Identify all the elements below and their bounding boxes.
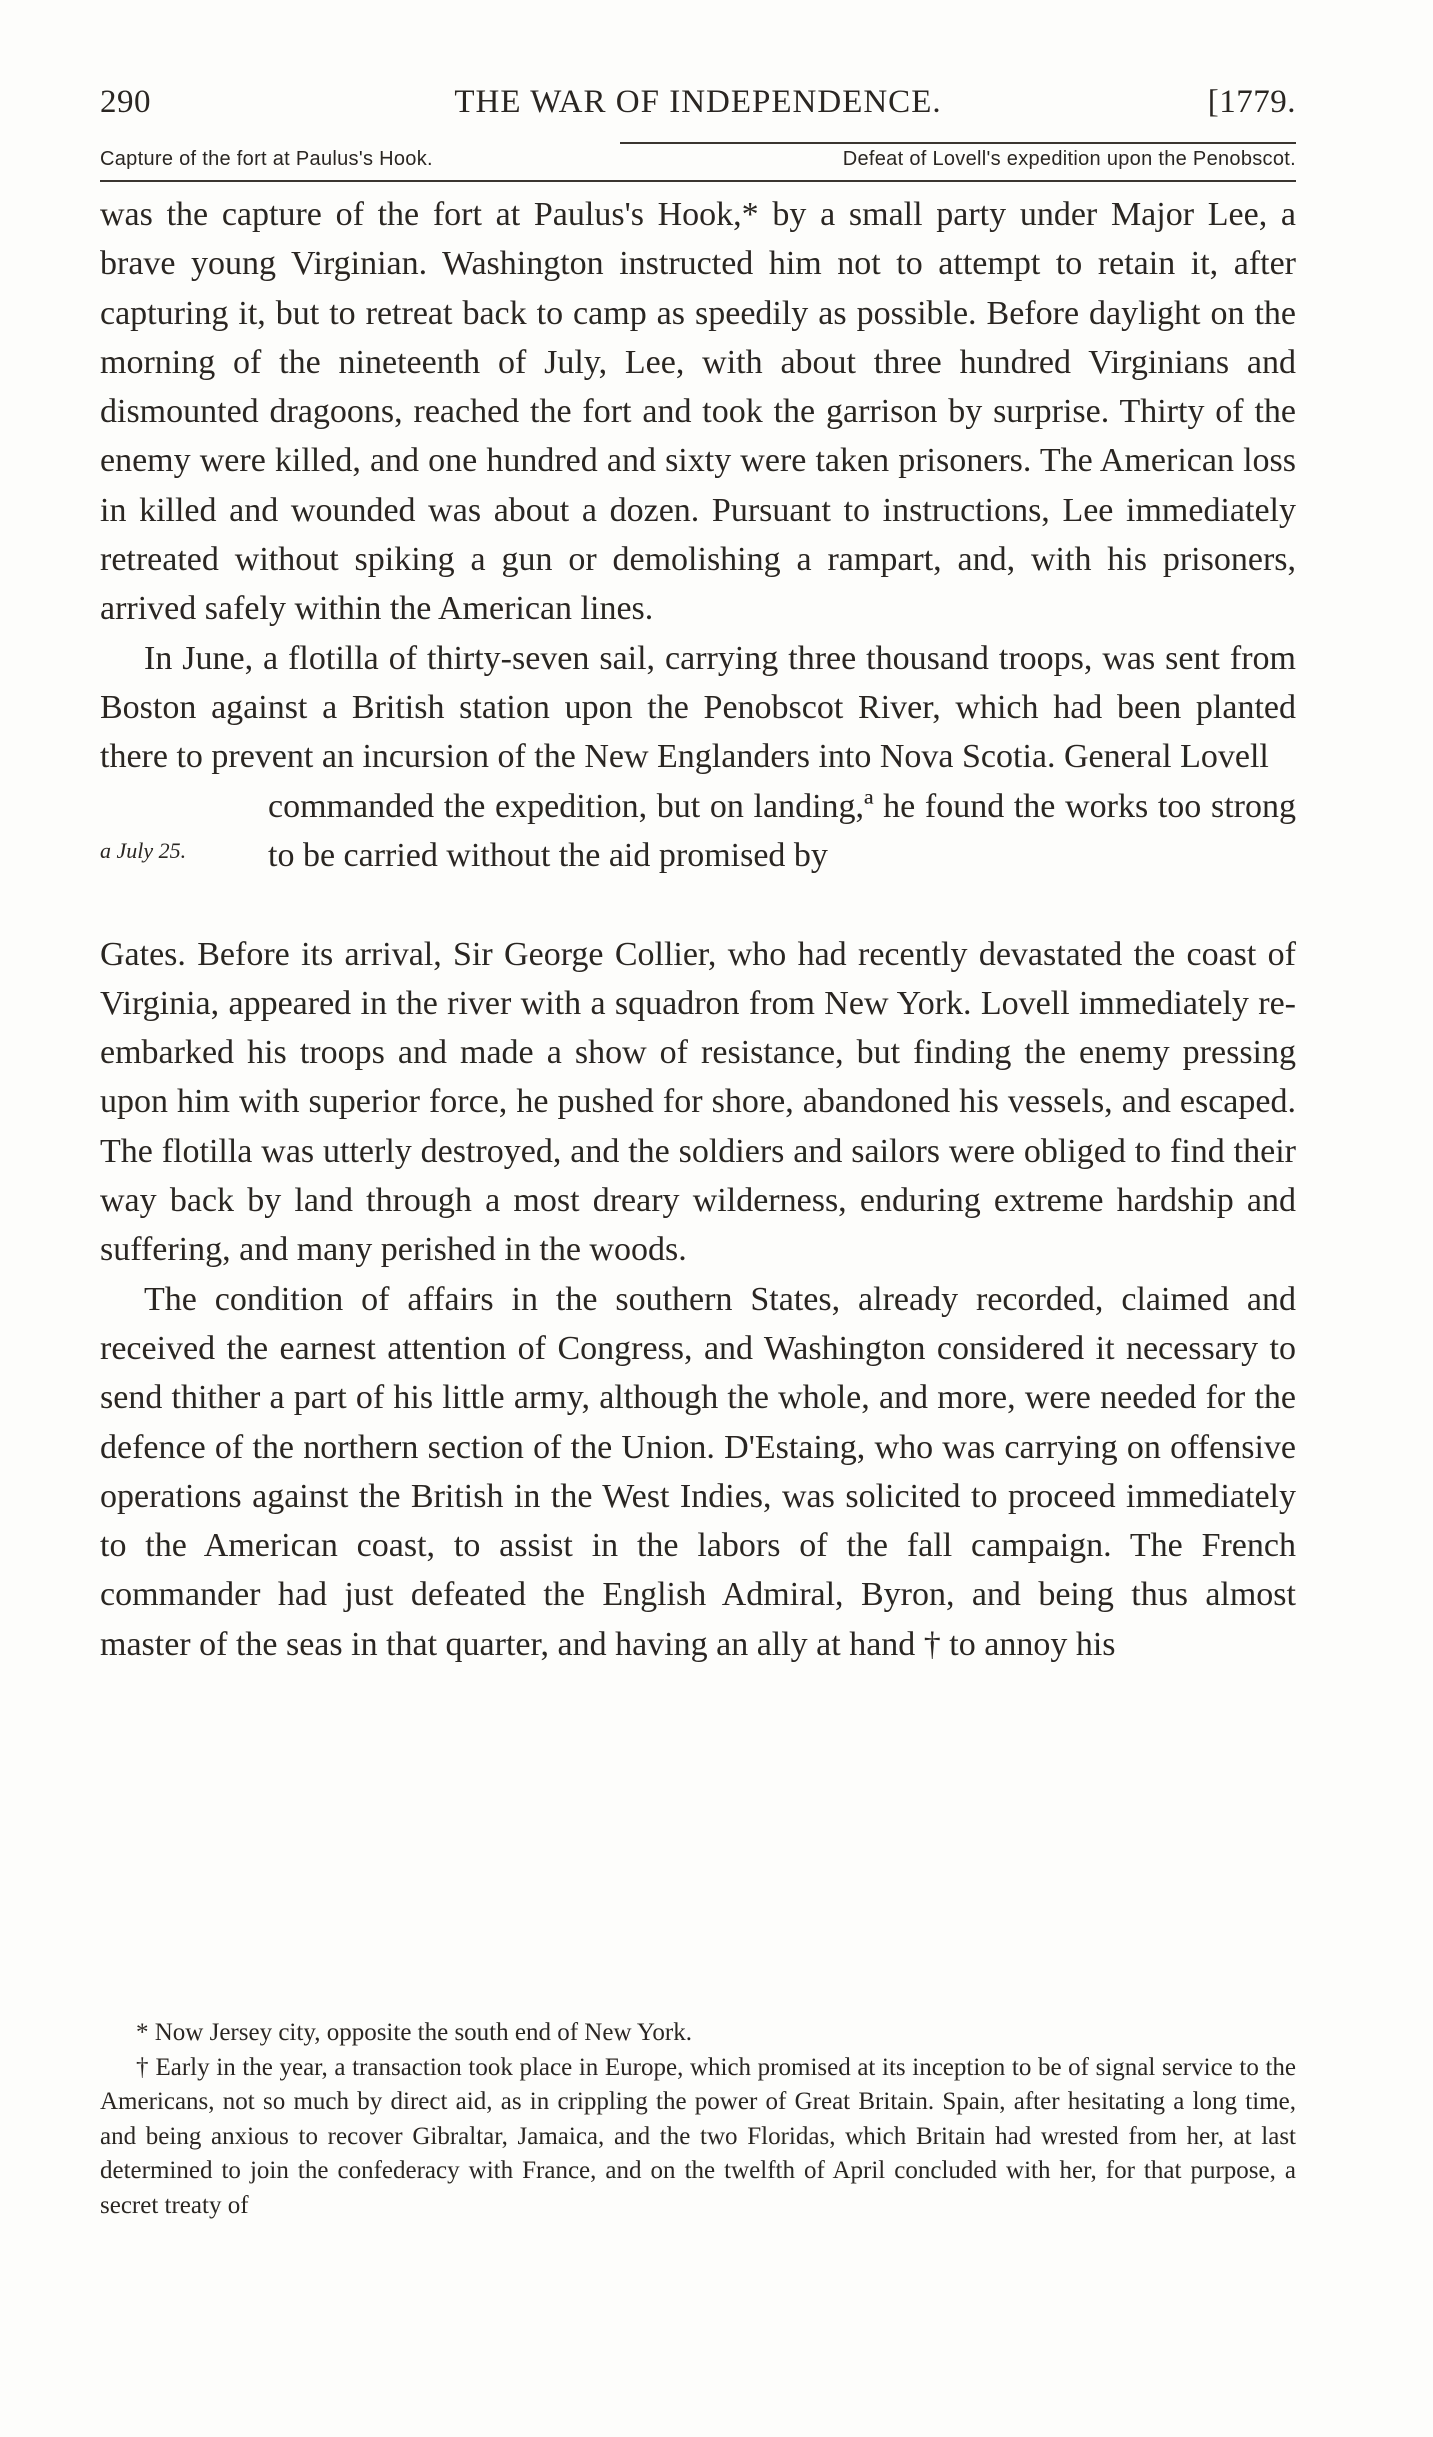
- footnote-1: * Now Jersey city, opposite the south end of New York.: [136, 2019, 692, 2046]
- paragraph-2-inset: commanded the expedition, but on landing,ª he found the works too strong to be carried without the aid promised by: [268, 787, 1296, 874]
- shoulder-note-right: Defeat of Lovell's expedition upon the Penobscot.: [842, 148, 1296, 170]
- margin-note: a July 25.: [100, 837, 187, 863]
- shoulder-note-left: Capture of the fort at Paulus's Hook.: [100, 148, 433, 170]
- side-note-block: [100, 782, 1296, 930]
- body-text: [100, 190, 1296, 1669]
- footnotes: [100, 2016, 1296, 2223]
- paragraph-2-start: In June, a flotilla of thirty-seven sail, carrying three thousand troops, was sent from Boston against a British station upon the Penobscot River, which had been planted there to prevent an incursion of the New Englanders into Nova Scotia. General Lovell: [100, 639, 1296, 776]
- running-title: THE WAR OF INDEPENDENCE.: [454, 84, 942, 120]
- page-number: 290: [100, 84, 151, 120]
- header-rule-top: [620, 142, 1296, 144]
- paragraph-2-end: Gates. Before its arrival, Sir George Collier, who had recently devastated the coast of Virginia, appeared in the river with a squadron from New York. Lovell immediately re-embarked his troops and made a show of resistance, but finding the enemy pressing upon him with superior force, he pushed for shore, abandoned his vessels, and escaped. The flotilla was utterly destroyed, and the soldiers and sailors were obliged to find their way back by land through a most dreary wilderness, enduring extreme hardship and suffering, and many perished in the woods.: [100, 935, 1296, 1269]
- footnote-2: † Early in the year, a transaction took place in Europe, which promised at its inception to be of signal service to the Americans, not so much by direct aid, as in crippling the power of Great Britain. Spain, after hesitating a long time, and being anxious to recover Gibraltar, Jamaica, and the two Floridas, which Britain had wrested from her, at last determined to join the confederacy with France, and on the twelfth of April concluded with her, for that purpose, a secret treaty of: [100, 2053, 1296, 2219]
- header-rule-bottom: [100, 180, 1296, 182]
- paragraph-1: was the capture of the fort at Paulus's Hook,* by a small party under Major Lee, a brave young Virginian. Washington instructed him not to attempt to retain it, after capturing it, but to retreat back to camp as speedily as possible. Before daylight on the morning of the nineteenth of July, Lee, with about three hundred Virginians and dismounted dragoons, reached the fort and took the garrison by surprise. Thirty of the enemy were killed, and one hundred and sixty were taken prisoners. The American loss in killed and wounded was about a dozen. Pursuant to instructions, Lee immediately retreated without spiking a gun or demolishing a rampart, and, with his prisoners, arrived safely within the American lines.: [100, 196, 1296, 628]
- paragraph-3: The condition of affairs in the southern States, already recorded, claimed and received the earnest attention of Congress, and Washington considered it necessary to send thither a part of his little army, although the whole, and more, were needed for the defence of the northern section of the Union. D'Estaing, who was carrying on offensive operations against the British in the West Indies, was solicited to proceed immediately to the American coast, to assist in the labors of the fall campaign. The French commander had just defeated the English Admiral, Byron, and being thus almost master of the seas in that quarter, and having an ally at hand † to annoy his: [100, 1280, 1296, 1663]
- shoulder-notes: [100, 148, 1296, 178]
- running-head: [100, 84, 1296, 128]
- year-marker: [1779.: [1207, 84, 1296, 120]
